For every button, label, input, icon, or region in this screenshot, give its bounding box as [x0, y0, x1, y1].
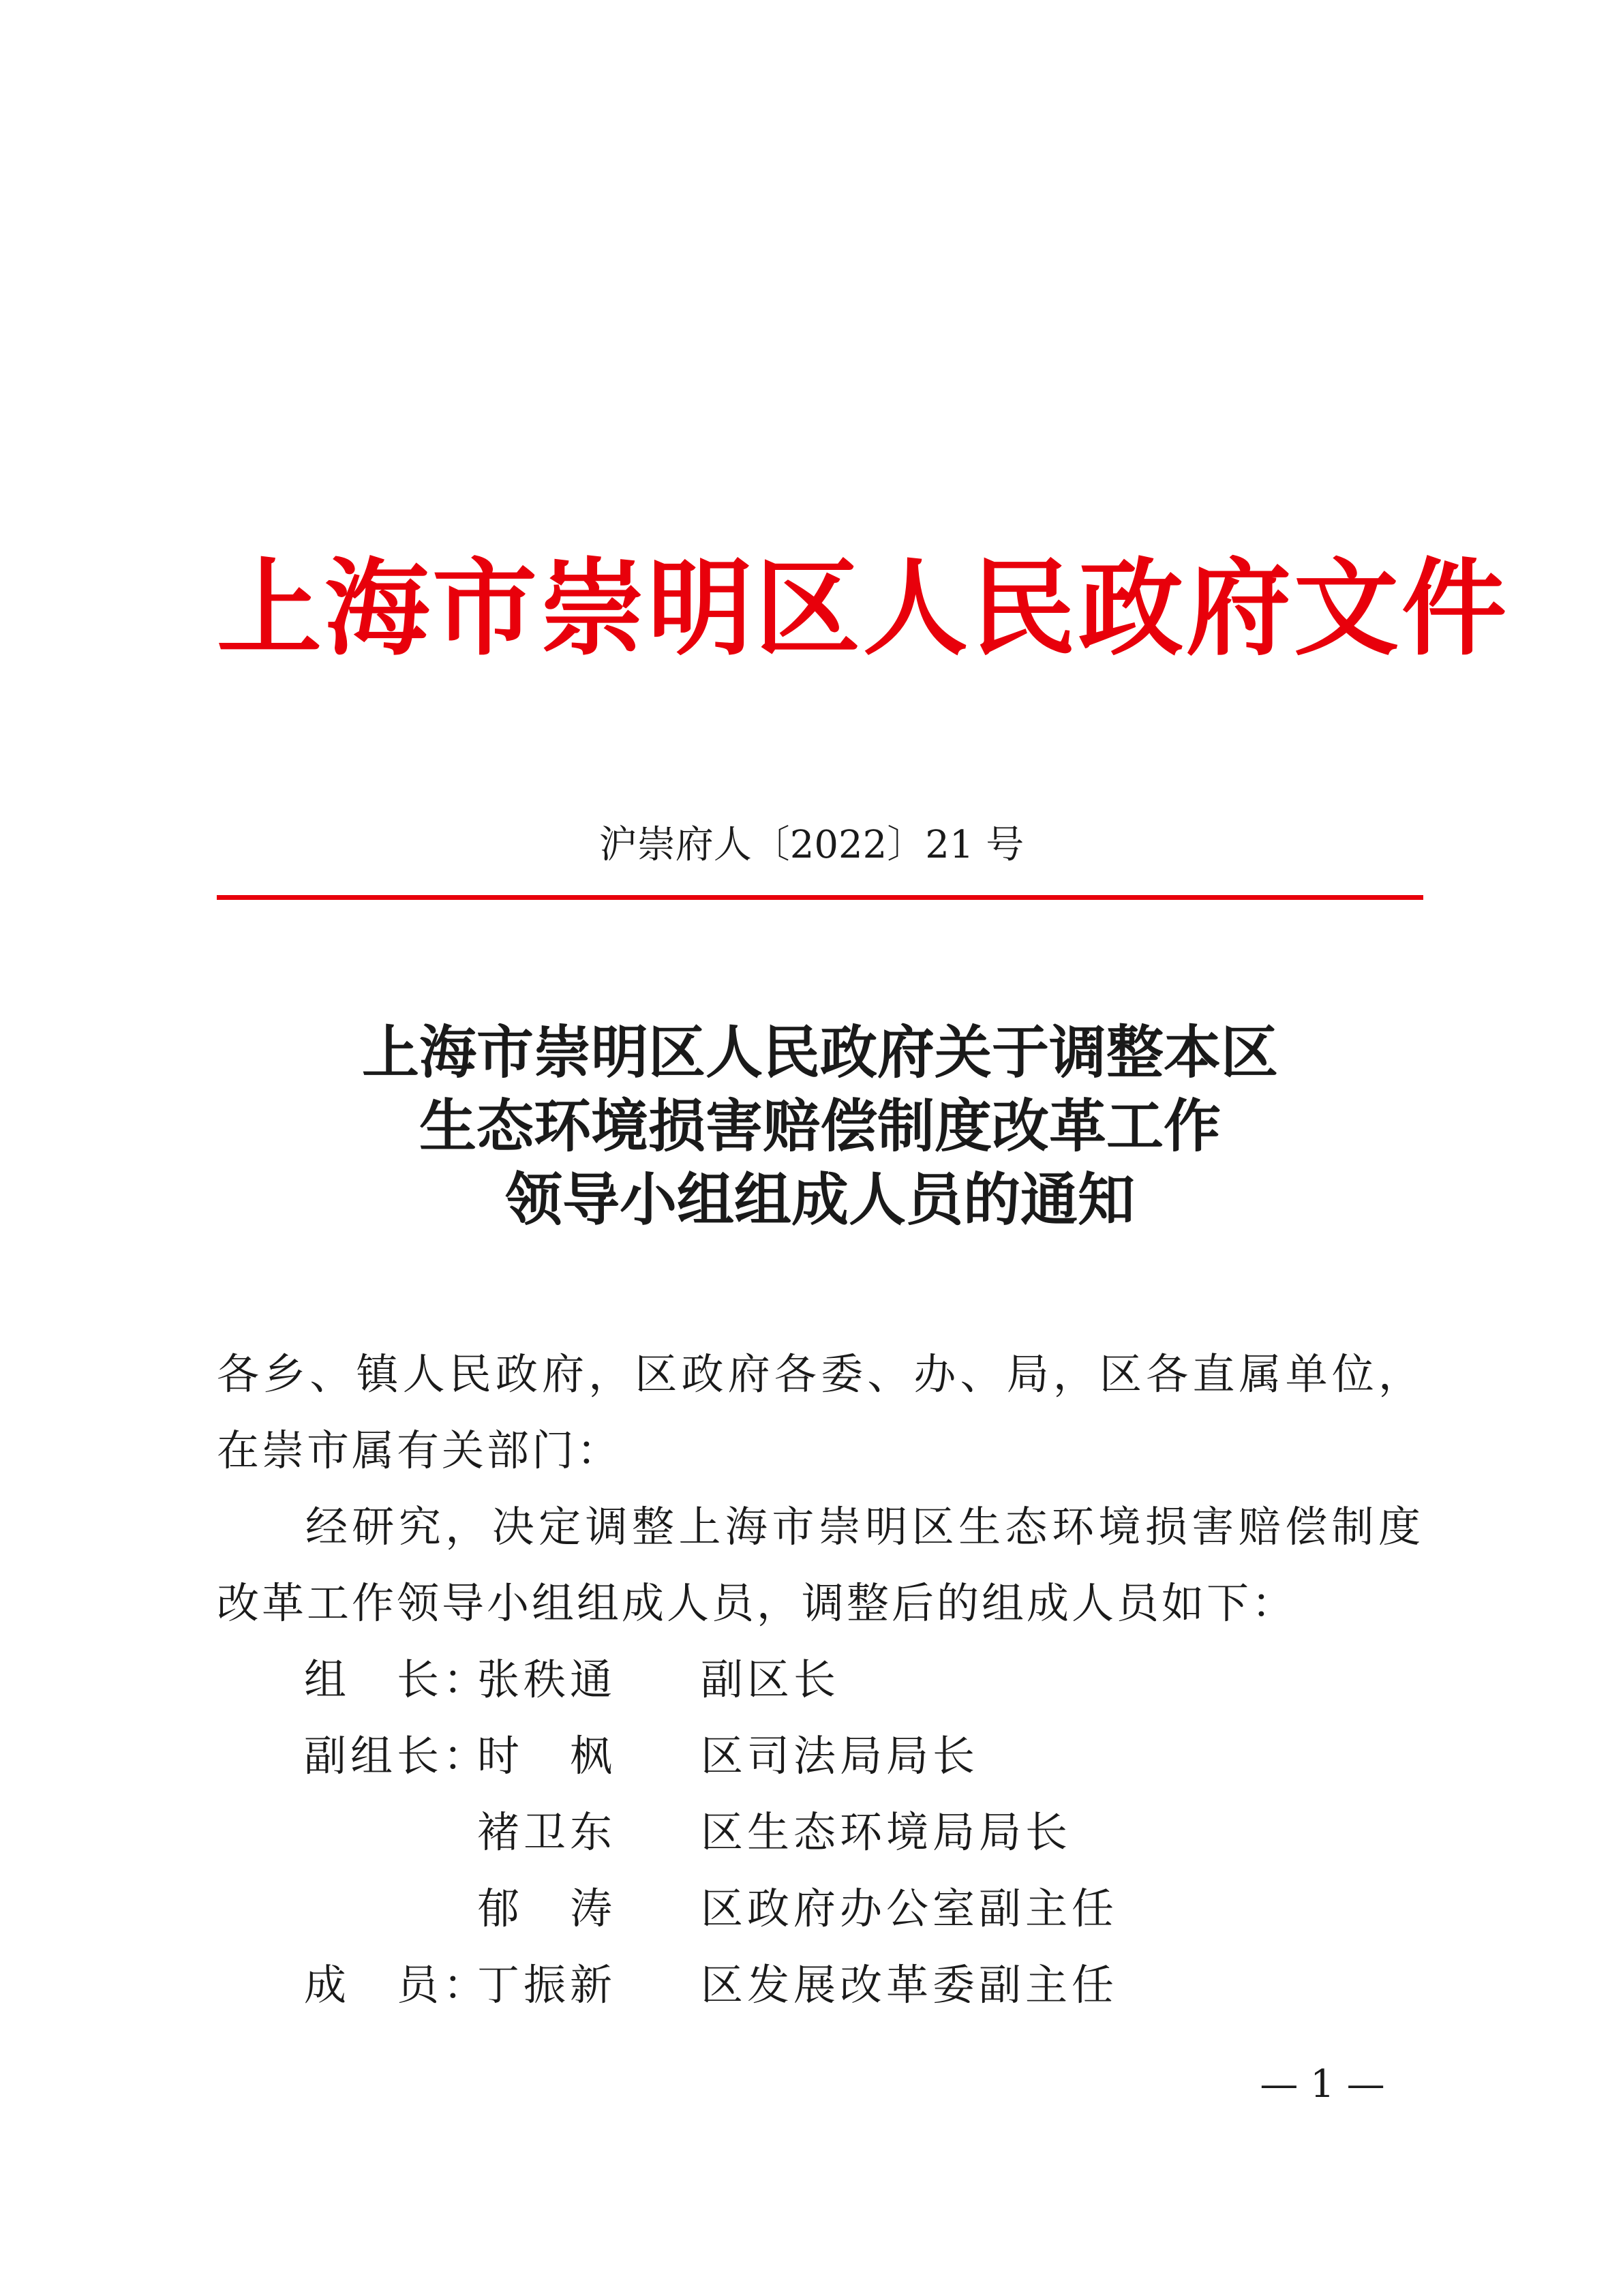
page-number: — 1 — — [1260, 2062, 1385, 2106]
member-name: 褚卫东 — [477, 1807, 617, 1857]
member-row — [217, 1718, 1423, 1794]
member-position: 区政府办公室副主任 — [701, 1884, 1119, 1933]
notice-title — [217, 1016, 1423, 1237]
member-row — [217, 1871, 1423, 1947]
notice-title-line: 生态环境损害赔偿制度改革工作 — [419, 1092, 1221, 1160]
member-row — [217, 1642, 1423, 1718]
addressee-paragraph: 各乡、镇人民政府，区政府各委、办、局，区各直属单位，在崇市属有关部门： — [217, 1349, 1423, 1475]
member-name: 张秩通 — [477, 1655, 617, 1704]
member-position: 副区长 — [701, 1655, 840, 1704]
member-row — [217, 1947, 1423, 2023]
member-row — [217, 1794, 1423, 1871]
member-position: 区生态环境局局长 — [701, 1807, 1072, 1857]
member-name: 郁 涛 — [477, 1884, 617, 1933]
member-role: 副组长： — [304, 1731, 490, 1781]
member-name: 丁振新 — [477, 1960, 617, 2010]
notice-title-line: 上海市崇明区人民政府关于调整本区 — [361, 1018, 1278, 1086]
member-position: 区发展改革委副主任 — [701, 1960, 1119, 2010]
document-number: 沪崇府人〔2022〕21 号 — [598, 823, 1025, 867]
document-header-title: 上海市崇明区人民政府文件 — [217, 547, 1510, 670]
member-role: 成 员： — [304, 1960, 490, 2010]
notice-body — [217, 1336, 1423, 2023]
intro-paragraph: 经研究，决定调整上海市崇明区生态环境损害赔偿制度改革工作领导小组组成人员，调整后的组成人员如下： — [217, 1502, 1423, 1628]
member-position: 区司法局局长 — [701, 1731, 980, 1781]
member-role: 组 长： — [304, 1655, 490, 1704]
red-divider-line — [217, 895, 1423, 900]
member-name: 时 枫 — [477, 1731, 617, 1781]
notice-title-line: 领导小组组成人员的通知 — [504, 1166, 1135, 1233]
